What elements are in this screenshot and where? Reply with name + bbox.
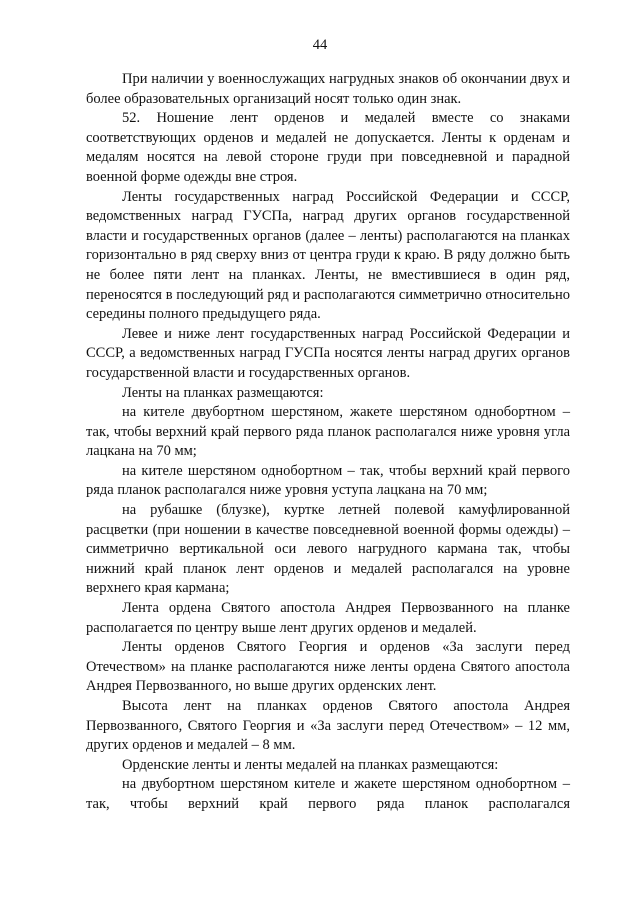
paragraph-ribbon-heights: Высота лент на планках орденов Святого апостола Андрея Первозванного, Святого Георгия и «За заслуги перед Отечеством» – 12 мм, других орденов и медалей – 8 мм. [86, 698, 570, 754]
paragraph-double-breasted-tunic: на кителе двубортном шерстяном, жакете шерстяном однобортном – так, чтобы верхний край первого ряда планок располагался ниже уровня угла лацкана на 70 мм; [86, 404, 570, 460]
document-body [86, 70, 570, 815]
paragraph-order-ribbons-placed: Орденские ленты и ленты медалей на планках размещаются: [122, 756, 499, 773]
paragraph-other-awards: Левее и ниже лент государственных наград Российской Федерации и СССР, а ведомственных наград ГУСПа носятся ленты наград других органов государственной власти и государственных органов. [86, 325, 570, 381]
paragraph-shirt-field-jacket: на рубашке (блузке), куртке летней полевой камуфлированной расцветки (при ношении в качестве повседневной военной формы одежды) – симметрично вертикальной оси левого нагрудного кармана так, чтобы нижний край планок лент орденов и медалей располагался на уровне верхнего края кармана; [86, 502, 570, 597]
paragraph-diploma-badges: При наличии у военнослужащих нагрудных знаков об окончании двух и более образовательных организаций носят только один знак. [86, 71, 570, 107]
paragraph-st-george-ribbons: Ленты орденов Святого Георгия и орденов «За заслуги перед Отечеством» на планке располагаются ниже ленты ордена Святого апостола Андрея Первозванного, но выше других орденских лент. [86, 639, 570, 695]
paragraph-52-ribbons-rule: 52. Ношение лент орденов и медалей вместе со знаками соответствующих орденов и медалей не допускается. Ленты к орденам и медалям носятся на левой стороне груди при повседневной и парадной военной форме одежды вне строя. [86, 110, 570, 185]
page-number: 44 [312, 37, 328, 53]
paragraph-ribbons-placed-on: Ленты на планках размещаются: [122, 384, 324, 401]
paragraph-ribbon-placement: Ленты государственных наград Российской Федерации и СССР, ведомственных наград ГУСПа, наград других органов государственной власти и государственных органов (далее – ленты) располагаются на планках горизонтально в ряд сверху вниз от центра груди к краю. В ряду должно быть не более пяти лент на планках. Ленты, не вместившиеся в один ряд, переносятся в последующий ряд и располагаются симметрично относительно середины полного предыдущего ряда. [86, 188, 570, 323]
paragraph-single-breasted-tunic: на кителе шерстяном однобортном – так, чтобы верхний край первого ряда планок располагался ниже уровня уступа лацкана на 70 мм; [86, 462, 570, 499]
paragraph-double-breasted-cut: на двубортном шерстяном кителе и жакете шерстяном однобортном – так, чтобы верхний край первого ряда планок располагался [86, 776, 570, 812]
paragraph-st-andrew-ribbon: Лента ордена Святого апостола Андрея Первозванного на планке располагается по центру выше лент других орденов и медалей. [86, 600, 570, 636]
